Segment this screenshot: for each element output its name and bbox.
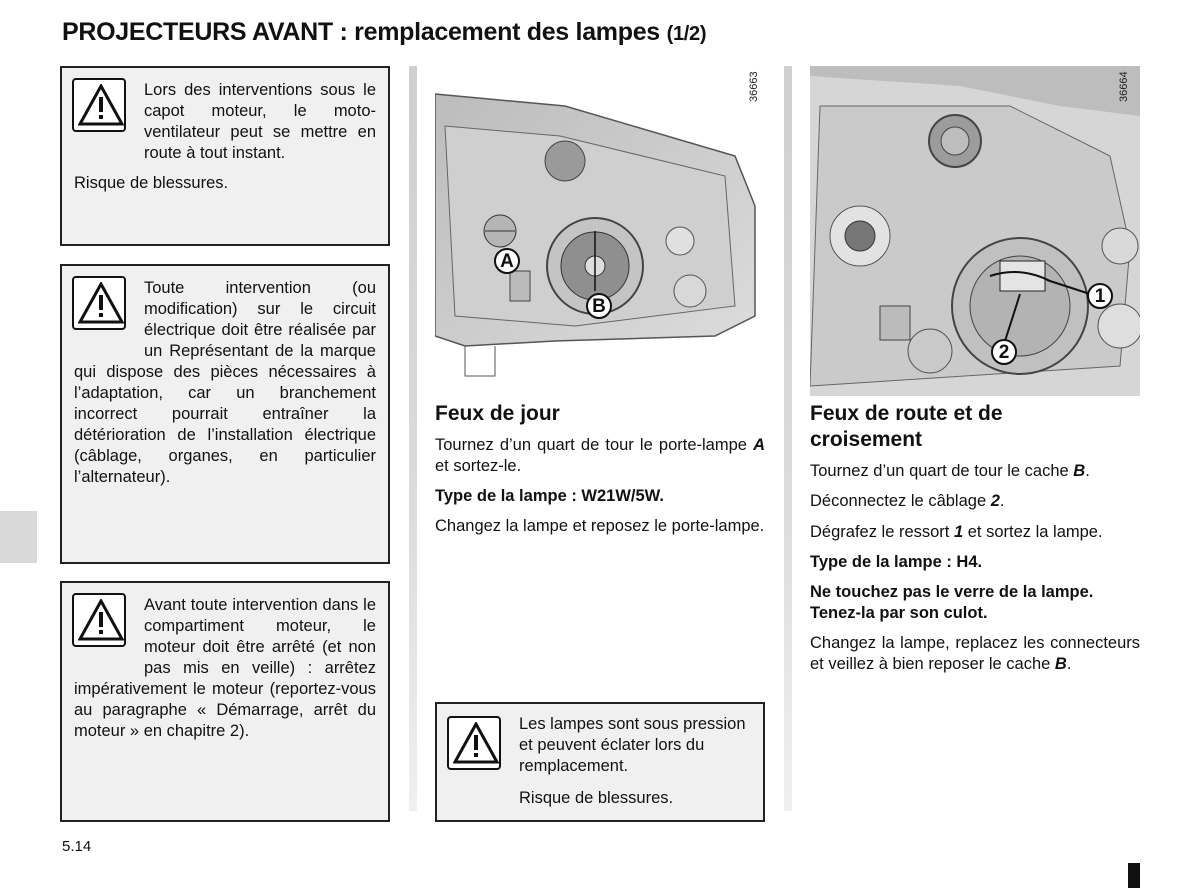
warning-text-engine: Avant toute intervention dans le compartiment moteur, le moteur doit être arrêté (et non pas mis en veille) : arrêtez impérativement le moteur (reportez-vous au paragraphe « Démarrage, arrêt du moteur » en chapitre 2). (74, 596, 376, 740)
text: et sortez la lampe. (963, 523, 1103, 541)
page-title-main: PROJECTEURS AVANT : remplacement des lampes (62, 18, 660, 46)
headlamp-rear-illustration (435, 66, 765, 384)
section-main-step3 (810, 522, 1145, 543)
warning-box-electrical (60, 264, 390, 564)
warning-box-hood (60, 66, 390, 246)
figure-main-lamp (810, 66, 1140, 396)
callout-a: A (494, 248, 520, 274)
text: Tournez d’un quart de tour le cache (810, 462, 1074, 480)
section-heading-daytime: Feux de jour (435, 402, 560, 425)
warning-text-hood: Lors des interventions sous le capot moteur, le motoventilateur peut se mettre en route à tout instant. (144, 81, 376, 162)
section-daytime-step3: Changez la lampe et reposez le porte-lampe. (435, 517, 765, 535)
warning-box-pressure (435, 702, 765, 822)
section-heading-main-beam: Feux de route et de croisement (810, 402, 1003, 451)
warning-text-electrical: Toute intervention (ou modification) sur le circuit électrique doit être réalisée par un Représentant de la marque qui dispose des pièces nécessaires à l’adaptation, car un branchement incorrect pourrait entraîner la détérioration de l’installation électrique (câblage, organes, en particulier l’alternateur). (74, 279, 376, 486)
section-main-step5 (810, 633, 1140, 675)
figure-reference: 36664 (1118, 71, 1130, 102)
headlamp-rear-illustration (810, 66, 1140, 396)
warning-box-engine (60, 581, 390, 822)
column-separator (409, 66, 417, 811)
section-main-step2 (810, 491, 1145, 512)
warning-triangle-icon (72, 78, 126, 132)
figure-daytime-lamp (435, 66, 765, 384)
warning-text-pressure: Les lampes sont sous pression et peuvent éclater lors du remplacement. (519, 715, 746, 775)
ref-label: 2 (990, 492, 1000, 510)
text: Tournez d’un quart de tour le porte-lampe (435, 436, 754, 454)
ref-label: B (1073, 462, 1086, 480)
callout-b: B (586, 293, 612, 319)
figure-reference: 36663 (748, 71, 760, 102)
ref-label: 1 (953, 523, 964, 541)
ref-label: A (753, 436, 765, 454)
callout-2: 2 (991, 339, 1017, 365)
page-title-part: (1/2) (666, 23, 707, 45)
section-daytime-step1 (435, 435, 765, 477)
callout-1: 1 (1087, 283, 1113, 309)
column-separator (784, 66, 792, 811)
page-number: 5.14 (62, 838, 92, 855)
ref-label: B (1054, 655, 1067, 673)
warning-triangle-icon (447, 716, 501, 770)
warning-risk-text: Risque de blessures. (74, 174, 229, 192)
text: et sortez-le. (435, 457, 522, 475)
edge-marker (1128, 863, 1140, 888)
text: . (999, 492, 1005, 510)
chapter-tab (0, 511, 37, 563)
section-main-caution: Ne touchez pas le verre de la lampe. Tenez-la par son culot. (810, 583, 1094, 622)
text: . (1085, 462, 1090, 480)
text: . (1066, 655, 1072, 673)
icon-spacer (74, 278, 144, 360)
page-title (62, 18, 706, 47)
text: Dégrafez le ressort (810, 523, 954, 541)
section-main-step1 (810, 461, 1145, 482)
section-main-lamp-type: Type de la lampe : H4. (810, 553, 983, 571)
text: Changez la lampe, replacez les connecteurs et veillez à bien reposer le cache (810, 634, 1140, 673)
warning-risk-text: Risque de blessures. (519, 789, 674, 807)
icon-spacer (74, 595, 144, 677)
section-daytime-lamp-type: Type de la lampe : W21W/5W. (435, 487, 664, 505)
text: Déconnectez le câblage (810, 492, 991, 510)
